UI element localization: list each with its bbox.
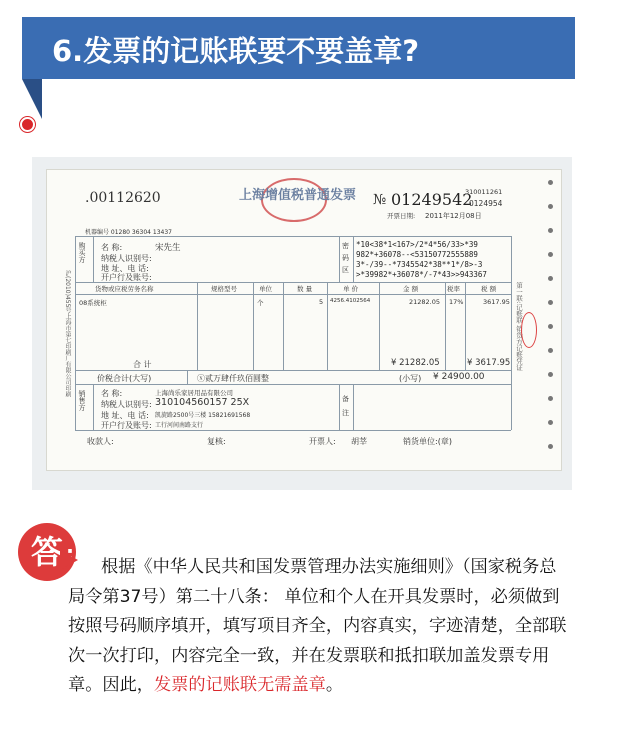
seller-stamp-label: 销货单位:(章) xyxy=(403,437,452,446)
col-spec-header: 规格型号 xyxy=(211,285,237,293)
item-amount: 21282.05 xyxy=(409,298,441,306)
page-title: 6.发票的记账联要不要盖章? xyxy=(52,34,420,68)
grand-small-amount: ¥ 24900.00 xyxy=(433,372,485,382)
remark-label: 备注 xyxy=(342,395,349,417)
item-unit: 个 xyxy=(257,299,264,307)
payee-label: 收款人: xyxy=(87,437,114,446)
tractor-hole xyxy=(548,348,553,353)
seller-name: 上海尚乐家居用品有限公司 xyxy=(155,389,233,397)
col-rate-header: 税率 xyxy=(447,285,460,293)
item-rate: 17% xyxy=(449,298,464,306)
seller-name-label: 名 称: xyxy=(101,389,123,398)
seller-tax-label: 纳税人识别号: xyxy=(101,400,152,409)
invoice-title: 上海增值税普通发票 xyxy=(239,188,357,203)
item-price: 4256.4102564 xyxy=(330,298,371,304)
answer-badge-char: 答 xyxy=(30,533,63,571)
tractor-hole xyxy=(548,420,553,425)
bookkeeping-copy-mark-icon xyxy=(521,312,537,348)
total-tax: ¥ 3617.95 xyxy=(467,358,511,368)
invoice-image-frame xyxy=(32,157,572,490)
invoice-code-small-2: 0124954 xyxy=(469,199,503,208)
seller-tax: 310104560157 25X xyxy=(155,397,250,408)
grand-total-label: 价税合计(大写) xyxy=(97,374,152,383)
seller-bank: 工行河间南路支行 xyxy=(155,422,204,429)
buyer-name: 宋先生 xyxy=(155,243,181,253)
cipher-line-3: 3*-/39--*7345542*38**1*/8>-3 xyxy=(356,260,483,269)
total-label: 合 计 xyxy=(133,360,152,369)
invoice-no-label: № xyxy=(373,192,387,208)
review-label: 复核: xyxy=(207,437,226,446)
invoice-document xyxy=(46,169,562,471)
col-price-header: 单 价 xyxy=(343,285,359,293)
tractor-hole xyxy=(548,300,553,305)
answer-text-highlight: 发票的记账联无需盖章 xyxy=(153,675,326,695)
seller-address: 凯旋路2500号三楼 15821691568 xyxy=(155,412,251,419)
seller-bank-label: 开户行及账号: xyxy=(101,421,152,430)
col-qty-header: 数 量 xyxy=(297,285,313,293)
drawer-value: 胡莘 xyxy=(351,437,367,446)
copy-type-side-text: 第一联:记账联 销货方记账凭证 xyxy=(515,282,523,371)
cipher-line-1: *10<38*1<167>/2*4*56/33>*39 xyxy=(356,240,478,249)
tractor-hole xyxy=(548,396,553,401)
buyer-name-label: 名 称: xyxy=(101,243,123,252)
cipher-line-2: 982*+36078--<53150772555889 xyxy=(356,250,478,259)
grand-total-words: ⓧ贰万肆仟玖佰圆整 xyxy=(197,374,269,383)
tractor-hole xyxy=(548,228,553,233)
tractor-hole xyxy=(548,180,553,185)
item-tax: 3617.95 xyxy=(483,298,510,306)
tractor-hole xyxy=(548,252,553,257)
col-tax-header: 税 额 xyxy=(481,285,497,293)
invoice-code-left: .00112620 xyxy=(85,190,161,206)
tractor-hole xyxy=(548,204,553,209)
answer-text-end: 。 xyxy=(325,675,344,695)
seller-address-label: 地 址、电 话: xyxy=(101,411,149,420)
item-goods: 08系统柜 xyxy=(79,299,107,307)
machine-number: 机器编号 01280 36304 13437 xyxy=(85,229,172,236)
tractor-hole xyxy=(548,444,553,449)
total-amount: ¥ 21282.05 xyxy=(391,358,440,368)
invoice-number: 01249542 xyxy=(391,190,473,209)
title-banner xyxy=(22,17,575,79)
buyer-tax-label: 纳税人识别号: xyxy=(101,254,152,263)
tractor-hole xyxy=(548,324,553,329)
invoice-code-small: 310011261 xyxy=(465,188,503,196)
tractor-hole xyxy=(548,276,553,281)
cipher-line-4: >*39982*+36078*/-7*43>>943367 xyxy=(356,270,487,279)
invoice-date-label: 开票日期: xyxy=(387,212,416,220)
buyer-side-label: 购买方 xyxy=(78,242,86,263)
item-qty: 5 xyxy=(319,298,324,306)
cipher-area-label: 密码区 xyxy=(342,242,349,274)
seller-side-label: 销售方 xyxy=(78,390,86,411)
col-goods-header: 货物或应税劳务名称 xyxy=(95,285,154,293)
col-unit-header: 单位 xyxy=(259,285,272,293)
answer-text-main: 根据《中华人民共和国发票管理办法实施细则》（国家税务总局令第37号）第二十八条： 单位和个人在开具发票时，必须做到按照号码顺序填开，填写项目齐全，内容真实，字迹清楚，全部联次一次打印，内容完全一致，并在发票联和抵扣联加盖发票专用章。因此， xyxy=(68,557,567,695)
buyer-bank-label: 开户行及账号: xyxy=(101,273,152,282)
col-amount-header: 金 额 xyxy=(403,285,419,293)
printer-side-text: 沪(2010)455号上海市第七印刷厂有限公司印刷 xyxy=(64,270,71,398)
tractor-hole xyxy=(548,372,553,377)
drawer-label: 开票人: xyxy=(309,437,336,446)
buyer-address-label: 地 址、电 话: xyxy=(101,264,149,273)
answer-badge-colon: : xyxy=(66,541,74,565)
answer-paragraph xyxy=(68,553,568,701)
grand-small-label: (小写) xyxy=(399,374,422,383)
banner-fold-decoration xyxy=(22,79,42,119)
bullet-dot-icon xyxy=(20,117,35,132)
invoice-date: 2011年12月08日 xyxy=(425,212,482,220)
